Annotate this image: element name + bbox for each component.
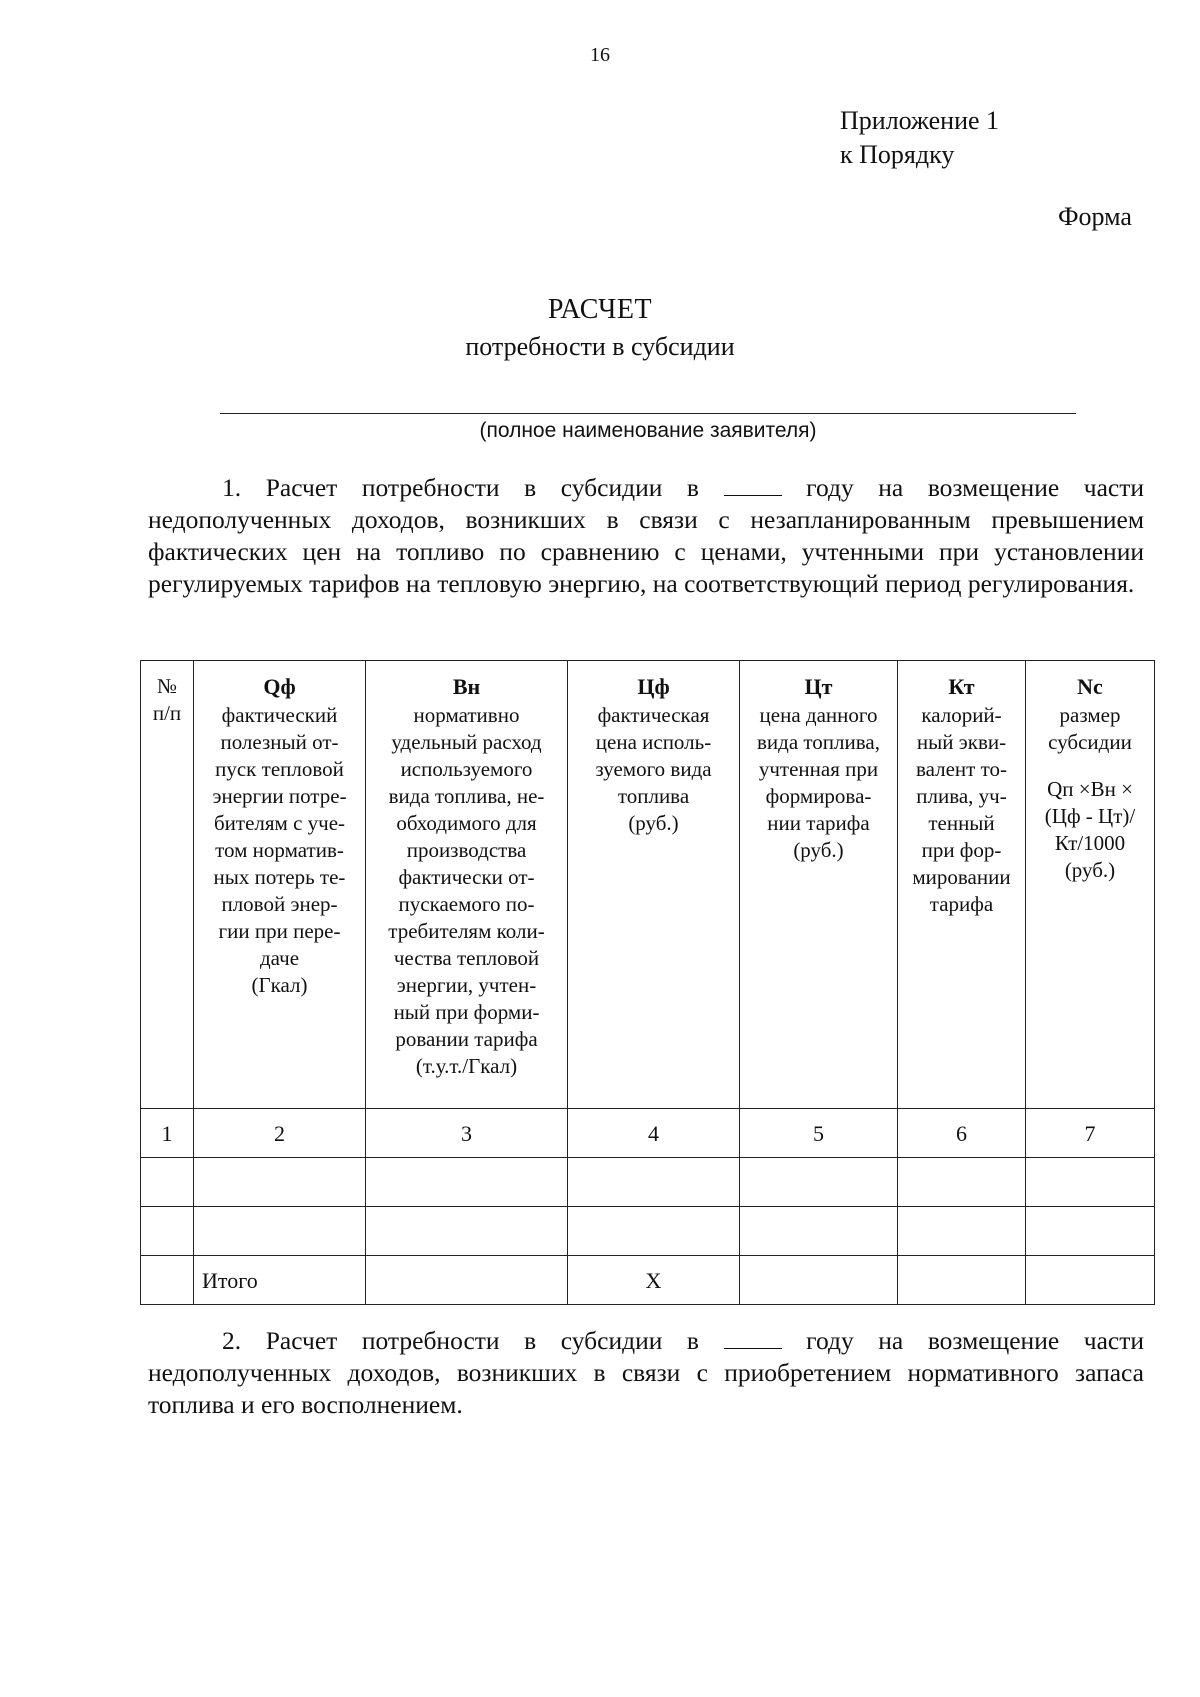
column-number-cell: 5 [740, 1109, 898, 1158]
header-symbol-nc: Nc [1077, 674, 1103, 699]
table-cell [366, 1207, 568, 1256]
column-number-cell: 6 [898, 1109, 1026, 1158]
table-cell [898, 1207, 1026, 1256]
table-cell [1026, 1256, 1155, 1305]
document-subtitle: потребности в субсидии [465, 332, 735, 361]
appendix-line-1: Приложение 1 [840, 106, 1000, 135]
applicant-name-line [220, 413, 1076, 414]
table-cell [740, 1158, 898, 1207]
section-2-text-b: году на возмещение части недополученных доходов, возникших в связи с приобретением нормативного запаса топлива и его восполнением. [148, 1326, 1144, 1419]
header-symbol-vn: Вн [452, 674, 481, 699]
column-number-cell: 3 [366, 1109, 568, 1158]
header-cell-qf [194, 661, 366, 1109]
header-desc-number: п/п [152, 701, 182, 725]
table-cell [194, 1158, 366, 1207]
appendix-line-2: к Порядку [840, 140, 955, 169]
header-desc-kt: калорий- ный экви- валент то- плива, уч- тенный при фор- мировании тарифа [912, 703, 1011, 916]
subsidy-calculation-table [140, 660, 1155, 1305]
header-symbol-tst: Цт [804, 674, 833, 699]
table-row [141, 1207, 1155, 1256]
appendix-reference [840, 104, 999, 172]
section-1-text-b: году на возмещение части недополученных доходов, возникших в связи с незапланированным превышением фактических цен на топливо по сравнению с ценами, учтенными при установлении регулируемых тарифов на тепловую энергию, на соответствующий период регулирования. [148, 473, 1144, 598]
table-cell [740, 1256, 898, 1305]
table-cell [366, 1256, 568, 1305]
column-number-cell: 7 [1026, 1109, 1155, 1158]
table-cell [568, 1158, 740, 1207]
section-1-paragraph [148, 472, 1144, 600]
header-cell-tst [740, 661, 898, 1109]
table-cell [366, 1158, 568, 1207]
header-cell-nc [1026, 661, 1155, 1109]
table-cell [740, 1207, 898, 1256]
table-cell [898, 1158, 1026, 1207]
year-blank-2 [724, 1328, 782, 1349]
header-desc-qf: фактический полезный от- пуск тепловой энергии потре- бителям с уче- том норматив- ных потерь те- пловой энер- гии при пере- даче (Гкал) [212, 703, 347, 997]
table-row [141, 1158, 1155, 1207]
header-cell-kt [898, 661, 1026, 1109]
year-blank-1 [724, 475, 782, 496]
table-cell [141, 1207, 194, 1256]
table-cell [194, 1207, 366, 1256]
header-symbol-kt: Кт [948, 674, 975, 699]
header-desc-tsf: фактическая цена исполь- зуемого вида топлива (руб.) [595, 703, 712, 835]
section-2-paragraph [148, 1325, 1144, 1421]
header-cell-vn [366, 661, 568, 1109]
form-label: Форма [1058, 202, 1132, 231]
header-formula-nc: Qп ×Вн × (Цф - Цт)/ Кт/1000 (руб.) [1044, 777, 1136, 882]
page-number: 16 [590, 44, 610, 66]
header-desc-nc: размер субсидии [1048, 703, 1132, 754]
column-number-cell: 2 [194, 1109, 366, 1158]
section-1-text-a: 1. Расчет потребности в субсидии в [222, 473, 724, 502]
table-cell [568, 1207, 740, 1256]
table-header-row [141, 661, 1155, 1109]
total-label: Итого [194, 1256, 366, 1305]
header-symbol-qf: Qф [263, 674, 296, 699]
header-symbol-tsf: Цф [637, 674, 670, 699]
document-title: РАСЧЕТ [547, 294, 653, 325]
total-row [141, 1256, 1155, 1305]
header-symbol-number: № [156, 674, 178, 698]
header-cell-number [141, 661, 194, 1109]
table-cell [141, 1158, 194, 1207]
table-cell [1026, 1207, 1155, 1256]
table-cell [898, 1256, 1026, 1305]
column-number-cell: 4 [568, 1109, 740, 1158]
column-number-row [141, 1109, 1155, 1158]
total-col4-mark: Х [568, 1256, 740, 1305]
applicant-caption: (полное наименование заявителя) [479, 419, 817, 442]
table-cell [141, 1256, 194, 1305]
column-number-cell: 1 [141, 1109, 194, 1158]
section-2-text-a: 2. Расчет потребности в субсидии в [222, 1326, 724, 1355]
header-desc-vn: нормативно удельный расход используемого вида топлива, не- обходимого для производства фактически от- пускаемого по- требителям коли- чества тепловой энергии, учтен- ный при форми- ровании тарифа (т.у.т./Гкал) [388, 703, 545, 1078]
table-cell [1026, 1158, 1155, 1207]
header-desc-tst: цена данного вида топлива, учтенная при формирова- нии тарифа (руб.) [757, 703, 880, 862]
header-cell-tsf [568, 661, 740, 1109]
